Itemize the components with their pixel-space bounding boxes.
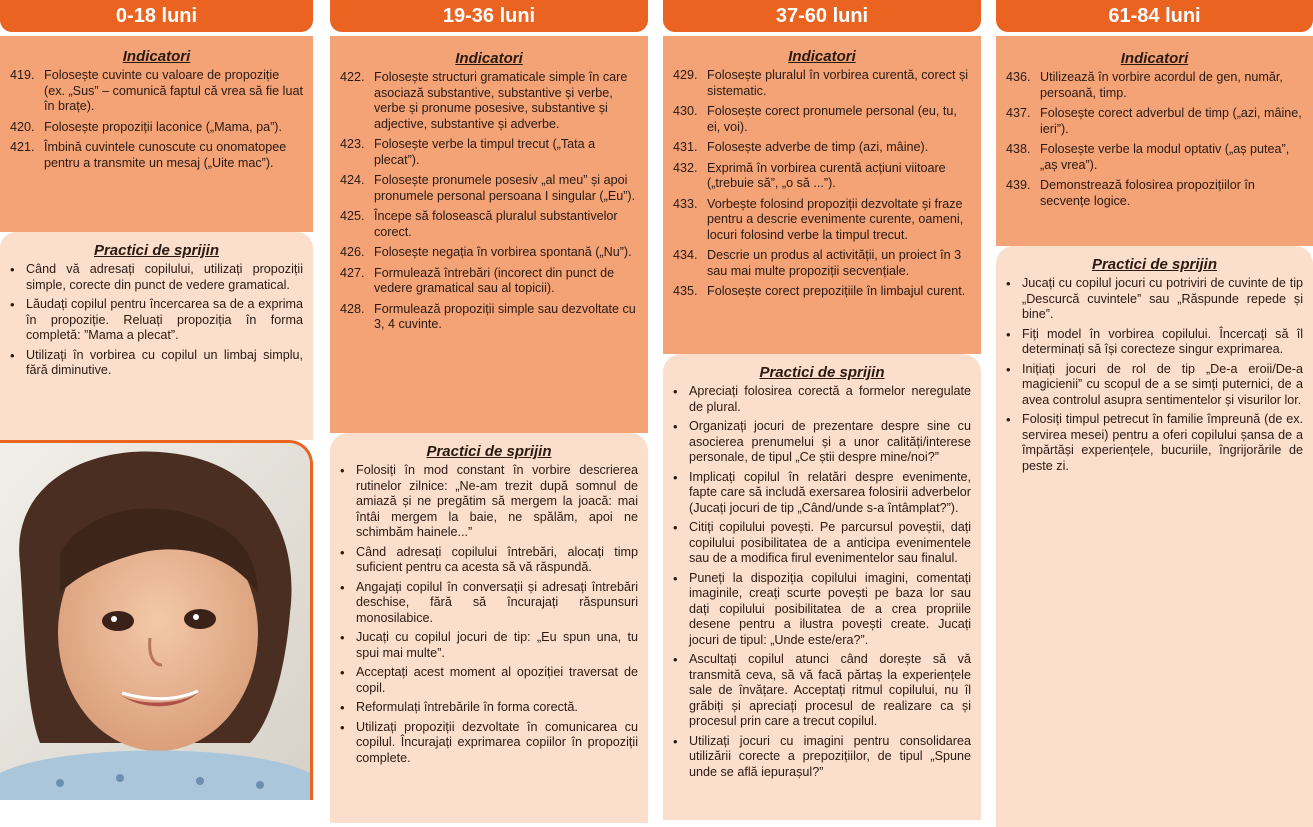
bullet-icon: • [340,665,345,680]
practices-section [996,246,1313,827]
indicator-text: Folosește structuri gramaticale simple în care asociază substantive, substantive și verbe, verbe și pronume posesive, substantive și adjective, substantive și adverbe. [374,70,628,131]
practice-item [1006,412,1303,474]
indicator-number: 423. [340,137,365,151]
indicator-text: Descrie un produs al activității, un proiect în 3 sau mai multe propoziții secvențiale. [707,248,962,278]
child-photo [0,440,313,800]
indicator-item [10,68,303,115]
indicator-text: Folosește cuvinte cu valoare de propoziție (ex. „Sus” – comunică faptul că vrea să fie luat în brațe). [44,68,303,113]
practice-item [340,545,638,576]
indicator-text: Demonstrează folosirea propozițiilor în secvențe logice. [1040,178,1255,208]
indicator-number: 419. [10,68,35,82]
bullet-icon: • [10,297,15,312]
indicator-number: 435. [673,284,698,298]
indicator-item [340,302,638,333]
bullet-icon: • [340,463,345,478]
practice-text: Utilizați în vorbirea cu copilul un limbaj simplu, fără diminutive. [26,347,303,377]
child-portrait-image [0,443,310,800]
bullet-icon: • [673,520,678,535]
practice-text: Puneți la dispoziția copilului imagini, comentați imaginile, creați scurte povești pe baza lor sau dați copilului posibilitatea de a crea propriile desene pentru a ilustra povești create. Jucați jocuri de tipul: „Unde este/era?”. [689,570,971,647]
indicator-text: Folosește corect prepozițiile în limbajul curent. [707,284,966,298]
practice-item [340,580,638,627]
indicator-item [673,140,971,156]
practice-text: Angajați copilul în conversații și adresați întrebări deschise, fără să încurajați răspunsuri monosilabice. [356,579,638,625]
indicator-text: Îmbină cuvintele cunoscute cu onomatopee pentru a transmite un mesaj („Uite mac”). [44,140,287,170]
practices-title: Practici de sprijin [426,443,552,460]
indicator-item [340,137,638,168]
indicator-text: Formulează propoziții simple sau dezvoltate cu 3, 4 cuvinte. [374,301,636,331]
indicators-section [330,36,648,433]
indicator-number: 428. [340,301,365,316]
practice-text: Utilizați propoziții dezvoltate în comunicarea cu copilul. Încurajați exprimarea copiilor în propoziții complete. [356,719,638,765]
indicator-text: Folosește pronumele posesiv „al meu” și apoi pronumele personal persoana I singular („Eu”). [374,173,636,203]
bullet-icon: • [340,630,345,645]
practice-text: Jucați cu copilul jocuri cu potriviri de cuvinte de tip „Descurcă cuvintele” sau „Răspunde repede și bine”. [1022,276,1303,321]
indicator-number: 436. [1006,70,1031,84]
practices-title: Practici de sprijin [1091,256,1218,273]
indicator-text: Folosește adverbe de timp (azi, mâine). [707,140,929,154]
practice-text: Fiți model în vorbirea copilului. Încercați să îl determinați să își corecteze singur exprimarea. [1022,326,1303,356]
practice-item [673,470,971,517]
indicators-title: Indicatori [122,48,191,65]
indicators-title: Indicatori [455,50,523,67]
indicator-text: Folosește verbe la modul optativ („aș putea”, „aș vrea”). [1040,142,1290,172]
indicators-title: Indicatori [788,48,856,65]
practice-item [340,700,638,716]
practice-text: Apreciați folosirea corectă a formelor neregulate de plural. [689,384,971,414]
indicator-item [673,248,971,279]
indicator-text: Vorbește folosind propoziții dezvoltate și fraze pentru a descrie evenimente curente, oameni, locuri folosind verbe la timpul trecut. [707,196,964,242]
indicator-item [1006,70,1303,101]
indicators-section [663,36,981,354]
bullet-icon: • [673,419,678,434]
indicator-text: Exprimă în vorbirea curentă acțiuni viitoare („trebuie să”, „o să ...”). [707,160,946,190]
indicator-number: 421. [10,140,35,154]
bullet-icon: • [1006,412,1011,427]
indicator-text: Folosește corect pronumele personal (eu, tu, ei, voi). [707,104,957,134]
indicator-item [673,161,971,192]
age-header: 61-84 luni [996,0,1313,32]
indicator-text: Folosește pluralul în vorbirea curentă, corect și sistematic. [707,68,969,98]
practice-text: Implicați copilul în relatări despre evenimente, fapte care să includă exersarea folosirii adverbelor (Jucați jocuri de tip „Când/unde s-a întâmplat?”). [689,469,971,515]
indicator-item [1006,106,1303,137]
indicator-item [673,68,971,99]
bullet-icon: • [673,384,678,399]
practices-section [0,232,313,440]
indicator-number: 431. [673,140,698,154]
indicator-number: 422. [340,70,365,84]
bullet-icon: • [340,700,345,715]
indicator-item [10,120,303,136]
practice-text: Citiți copilului povești. Pe parcursul poveștii, dați copilului posibilitatea de a anticipa evenimentele sau de a modifica firul evenimentelor sau finalul. [689,520,971,565]
practice-item [340,720,638,767]
practice-text: Inițiați jocuri de rol de tip „De-a eroii/De-a magicienii” cu scopul de a se simți puternici, de a avea controlul asupra sentimentelor și visurilor lor. [1022,361,1303,407]
practices-title: Practici de sprijin [93,242,220,259]
indicator-text: Folosește propoziții laconice („Mama, pa”). [44,119,282,134]
indicator-item [1006,178,1303,209]
indicator-item [1006,142,1303,173]
indicator-number: 430. [673,104,698,118]
indicator-text: Utilizează în vorbire acordul de gen, număr, persoană, timp. [1040,70,1283,100]
indicator-item [673,197,971,244]
indicator-item [340,209,638,240]
bullet-icon: • [1006,361,1011,377]
practice-item [673,571,971,649]
indicator-item [340,245,638,261]
practice-item [10,297,303,344]
practice-text: Ascultați copilul atunci când dorește să vă transmită ceva, să vă facă părtaș la experiențele sale de învățare. Acceptați ritmul copilului, nu îl grăbiți și apreciați procesul de realizare ca și procesul prin care a trecut copilul. [689,652,971,728]
age-header: 37-60 luni [663,0,981,32]
practice-item [673,520,971,567]
bullet-icon: • [1006,276,1011,291]
indicator-item [10,140,303,171]
practice-text: Folosiți timpul petrecut în familie împreună (de ex. servirea mesei) pentru a oferi copilului șansa de a împărtăși experiențele, bucuriile, îngrijorările de peste zi. [1022,412,1303,473]
indicator-number: 434. [673,248,698,262]
indicator-item [340,70,638,132]
indicator-item [340,173,638,204]
indicator-number: 432. [673,160,698,175]
practice-text: Utilizați jocuri cu imagini pentru consolidarea utilizării corecte a prepozițiilor, de tipul „Spune unde se află iepurașul?” [689,733,971,779]
bullet-icon: • [673,652,678,667]
bullet-icon: • [340,719,345,735]
practice-text: Acceptați acest moment al opoziției traversat de copil. [356,665,638,695]
practice-item [340,630,638,661]
indicator-number: 438. [1006,142,1031,156]
bullet-icon: • [673,469,678,485]
practice-text: Reformulați întrebările în forma corectă. [356,700,578,714]
indicators-title: Indicatori [1120,50,1189,67]
practice-item [10,262,303,293]
indicator-number: 424. [340,173,365,187]
indicator-number: 439. [1006,178,1031,192]
bullet-icon: • [10,262,15,277]
practice-text: Lăudați copilul pentru încercarea sa de a exprima în propoziție. Reluați propoziția în forma completă: ”Mama a plecat”. [26,297,303,342]
practice-item [1006,276,1303,323]
indicator-number: 437. [1006,106,1031,120]
practice-item [340,463,638,541]
practice-item [1006,327,1303,358]
practice-text: Când vă adresați copilului, utilizați propoziții simple, corecte din punct de vedere gramatical. [26,262,303,292]
indicator-item [673,284,971,300]
practice-item [673,734,971,781]
indicators-section [0,36,313,232]
practice-item [673,652,971,730]
indicator-item [340,266,638,297]
age-header: 19-36 luni [330,0,648,32]
indicator-number: 429. [673,68,698,82]
bullet-icon: • [10,347,15,363]
practice-item [673,384,971,415]
bullet-icon: • [673,570,678,586]
practice-item [10,348,303,379]
bullet-icon: • [673,733,678,749]
indicator-text: Folosește negația în vorbirea spontană („Nu”). [374,245,632,259]
indicator-number: 420. [10,119,35,134]
practices-title: Practici de sprijin [759,364,885,381]
practices-section [330,433,648,823]
practice-item [1006,362,1303,409]
indicator-text: Formulează întrebări (incorect din punct de vedere gramatical sau al topicii). [374,265,615,295]
column-61-84 [996,0,1313,800]
indicators-section [996,36,1313,246]
practice-item [340,665,638,696]
indicator-text: Începe să folosească pluralul substantivelor corect. [374,209,618,239]
indicator-text: Folosește verbe la timpul trecut („Tata a plecat”). [374,137,596,167]
practice-text: Organizați jocuri de prezentare despre sine cu asocierea prenumelui și a unor calități/interese personale, de tipul „Ce știi despre mine/noi?” [689,419,971,464]
age-header: 0-18 luni [0,0,313,32]
practice-text: Folosiți în mod constant în vorbire descrierea rutinelor zilnice: „Ne-am trezit după somnul de amiază și ne pregătim să mergem la joacă: mai întâi mergem la baie, ne spălăm, apoi ne schimbăm hainele...” [356,463,638,539]
practice-text: Jucați cu copilul jocuri de tip: „Eu spun una, tu spui mai multe”. [356,630,638,660]
column-37-60 [663,0,981,800]
indicator-number: 426. [340,245,365,259]
practices-section [663,354,981,820]
practice-text: Când adresați copilului întrebări, alocați timp suficient pentru ca acesta să vă răspundă. [356,544,638,574]
bullet-icon: • [1006,326,1011,342]
indicator-text: Folosește corect adverbul de timp („azi, mâine, ieri”). [1040,106,1302,136]
column-19-36 [330,0,648,800]
indicator-number: 425. [340,209,365,223]
indicator-item [673,104,971,135]
bullet-icon: • [340,544,345,560]
indicator-number: 433. [673,196,698,211]
indicator-number: 427. [340,265,365,280]
practice-item [673,419,971,466]
bullet-icon: • [340,579,345,595]
